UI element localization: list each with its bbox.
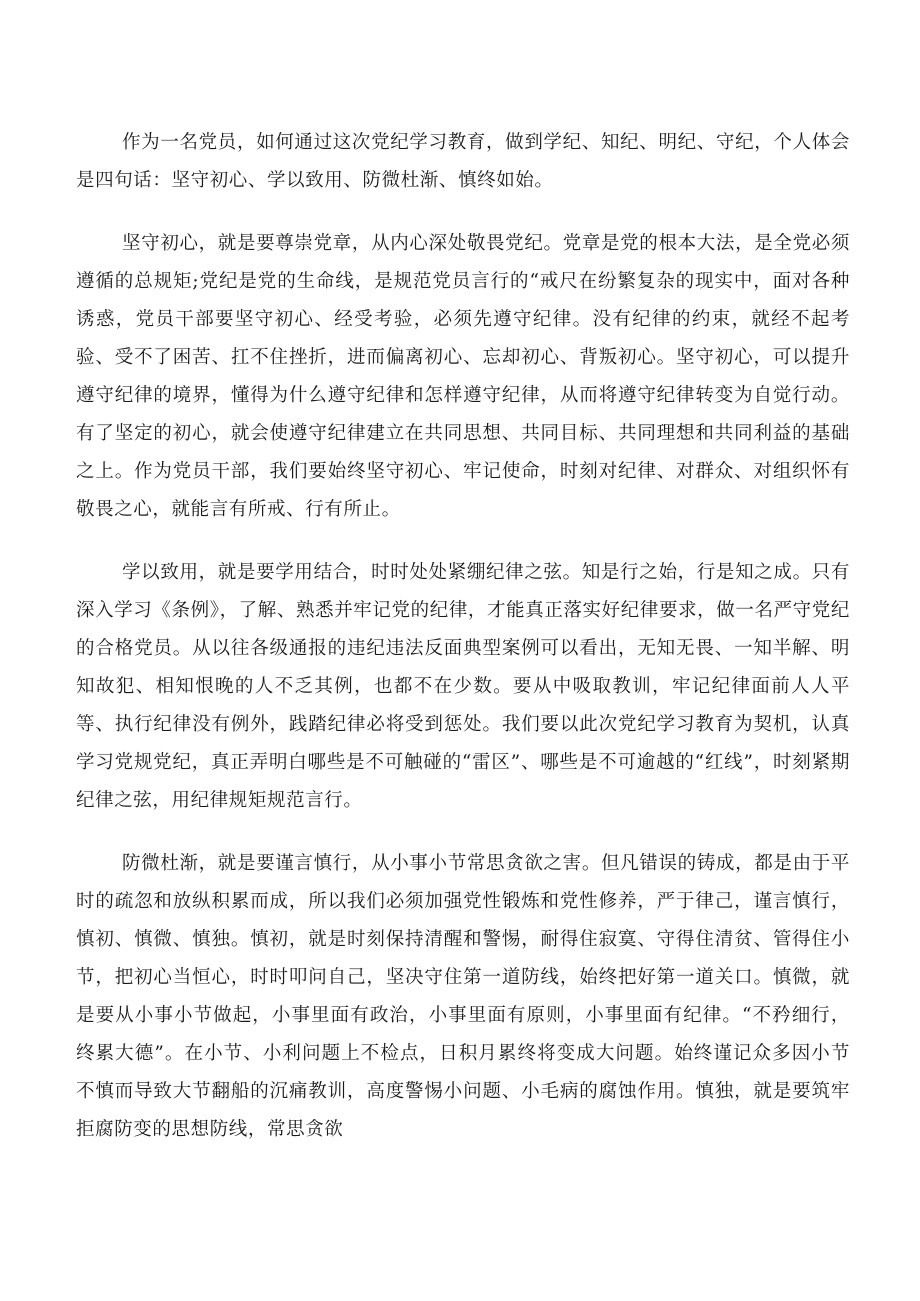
paragraph-original-aspiration: 坚守初心，就是要尊崇党章，从内心深处敬畏党纪。党章是党的根本大法，是全党必须遵循的总规矩;党纪是党的生命线，是规范党员言行的“戒尺在纷繁复杂的现实中，面对各种诱惑，党员干部要坚守初心、经受考验，必须先遵守纪律。没有纪律的约束，就经不起考验、受不了困苦、扛不住挫折，进而偏离初心、忘却初心、背叛初心。坚守初心，可以提升遵守纪律的境界，懂得为什么遵守纪律和怎样遵守纪律，从而将遵守纪律转变为自觉行动。有了坚定的初心，就会使遵守纪律建立在共同思想、共同目标、共同理想和共同利益的基础之上。作为党员干部，我们要始终坚守初心、牢记使命，时刻对纪律、对群众、对组织怀有敬畏之心，就能言有所戒、行有所止。 — [76, 233, 850, 520]
document-body — [76, 124, 850, 1149]
paragraph-apply-learning: 学以致用，就是要学用结合，时时处处紧绷纪律之弦。知是行之始，行是知之成。只有深入学习《条例》，了解、熟悉并牢记党的纪律，才能真正落实好纪律要求，做一名严守党纪的合格党员。从以往各级通报的违纪违法反面典型案例可以看出，无知无畏、一知半解、明知故犯、相知恨晚的人不乏其例，也都不在少数。要从中吸取教训，牢记纪律面前人人平等、执行纪律没有例外，践踏纪律必将受到惩处。我们要以此次党纪学习教育为契机，认真学习党规党纪，真正弄明白哪些是不可触碰的“雷区”、哪些是不可逾越的“红线”，时刻紧期纪律之弦，用纪律规矩规范言行。 — [76, 562, 850, 811]
paragraph-prevent-small-mistakes: 防微杜渐，就是要谨言慎行，从小事小节常思贪欲之害。但凡错误的铸成，都是由于平时的疏忽和放纵积累而成，所以我们必须加强党性锻炼和党性修养，严于律己，谨言慎行，慎初、慎微、慎独。慎初，就是时刻保持清醒和警惕，耐得住寂寞、守得住清贫、管得住小节，把初心当恒心，时时叩问自己，坚决守住第一道防线，始终把好第一道关口。慎微，就是要从小事小节做起，小事里面有政治，小事里面有原则，小事里面有纪律。“不矜细行，终累大德”。在小节、小利问题上不检点，日积月累终将变成大问题。始终谨记众多因小节不慎而导致大节翻船的沉痛教训，高度警惕小问题、小毛病的腐蚀作用。慎独，就是要筑牢拒腐防变的思想防线，常思贪欲 — [76, 853, 850, 1140]
paragraph-intro: 作为一名党员，如何通过这次党纪学习教育，做到学纪、知纪、明纪、守纪，个人体会是四句话：坚守初心、学以致用、防微杜渐、慎终如始。 — [76, 132, 850, 191]
